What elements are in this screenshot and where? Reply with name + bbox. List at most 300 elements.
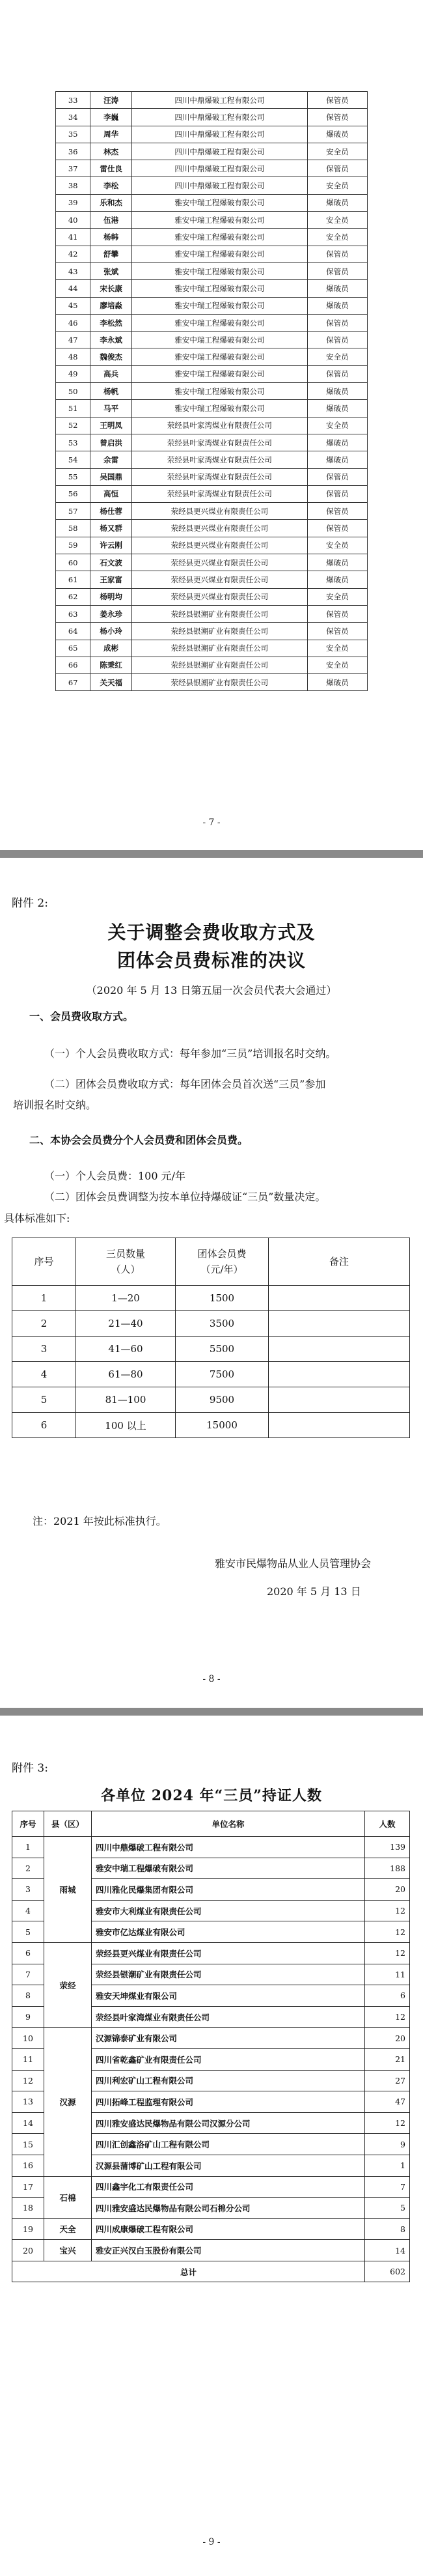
person-name: 王明凤 — [90, 417, 132, 434]
company-name: 荥经县更兴煤业有限责任公司 — [132, 571, 308, 588]
table-row — [56, 280, 368, 297]
row-number: 16 — [12, 2155, 44, 2176]
role: 爆破员 — [307, 280, 367, 297]
unit-name: 四川汇创鑫洛矿山工程有限公司 — [92, 2134, 365, 2155]
row-number: 11 — [12, 2048, 44, 2070]
region: 石棉 — [44, 2176, 92, 2218]
table-row — [56, 92, 368, 109]
table-row — [56, 109, 368, 126]
table-row — [56, 623, 368, 640]
company-name: 雅安中瑞工程爆破有限公司 — [132, 400, 308, 417]
table-cell: 5500 — [176, 1337, 269, 1362]
row-number: 51 — [56, 400, 90, 417]
table-row — [56, 262, 368, 279]
table-header-row — [12, 1238, 410, 1286]
row-number: 67 — [56, 674, 90, 691]
company-name: 四川中鼎爆破工程有限公司 — [132, 160, 308, 177]
column-header: 人数 — [365, 1811, 410, 1837]
unit-name: 雅安中瑞工程爆破有限公司 — [92, 1858, 365, 1879]
unit-name: 汉源锦泰矿业有限公司 — [92, 2028, 365, 2049]
role: 保管员 — [307, 262, 367, 279]
signature-org: 雅安市民爆物品从业人员管理协会 — [215, 1557, 372, 1570]
total-row — [12, 2261, 410, 2282]
column-header: 备注 — [269, 1238, 410, 1286]
person-name: 魏俊杰 — [90, 348, 132, 365]
company-name: 荥经县更兴煤业有限责任公司 — [132, 554, 308, 571]
unit-name: 四川拓峰工程监理有限公司 — [92, 2091, 365, 2113]
role: 安全员 — [307, 348, 367, 365]
role: 保管员 — [307, 605, 367, 622]
row-number: 63 — [56, 605, 90, 622]
row-number: 36 — [56, 143, 90, 160]
company-name: 荥经县叶家湾煤业有限责任公司 — [132, 451, 308, 468]
total-value: 602 — [365, 2261, 410, 2282]
company-name: 荥经县叶家湾煤业有限责任公司 — [132, 434, 308, 451]
row-number: 46 — [56, 314, 90, 331]
table-row — [12, 1387, 410, 1413]
row-number: 9 — [12, 2006, 44, 2028]
company-name: 荥经县更兴煤业有限责任公司 — [132, 537, 308, 554]
section-2-heading: 二、本协会会员费分个人会员费和团体会员费。 — [29, 1134, 249, 1146]
company-name: 荥经县银潮矿业有限责任公司 — [132, 640, 308, 657]
table-row — [12, 1942, 410, 1964]
table-row — [56, 417, 368, 434]
person-name: 杨明均 — [90, 588, 132, 605]
region: 荥经 — [44, 1942, 92, 2027]
company-name: 荥经县更兴煤业有限责任公司 — [132, 588, 308, 605]
table-row — [56, 520, 368, 537]
role: 安全员 — [307, 537, 367, 554]
role: 保管员 — [307, 160, 367, 177]
table-row — [56, 177, 368, 194]
row-number: 10 — [12, 2028, 44, 2049]
role: 安全员 — [307, 417, 367, 434]
company-name: 荥经县银潮矿业有限责任公司 — [132, 605, 308, 622]
region: 宝兴 — [44, 2240, 92, 2261]
row-number: 4 — [12, 1900, 44, 1921]
row-number: 5 — [12, 1921, 44, 1943]
table-row — [56, 468, 368, 485]
region: 天全 — [44, 2218, 92, 2240]
row-number: 14 — [12, 2112, 44, 2134]
person-name: 许云刚 — [90, 537, 132, 554]
role: 爆破员 — [307, 383, 367, 400]
staff-count: 6 — [365, 1985, 410, 2007]
row-number: 61 — [56, 571, 90, 588]
table-row — [56, 246, 368, 262]
row-number: 64 — [56, 623, 90, 640]
person-name: 吴国鼎 — [90, 468, 132, 485]
row-number: 41 — [56, 229, 90, 246]
person-name: 杨帆 — [90, 383, 132, 400]
table-row — [12, 1837, 410, 1858]
unit-name: 四川鑫宇化工有限责任公司 — [92, 2176, 365, 2198]
unit-name: 雅安天坤煤业有限公司 — [92, 1985, 365, 2007]
table-cell: 1—20 — [76, 1286, 176, 1311]
table-row — [56, 297, 368, 314]
role: 保管员 — [307, 92, 367, 109]
table-row — [56, 503, 368, 520]
role: 爆破员 — [307, 554, 367, 571]
staff-count: 139 — [365, 1837, 410, 1858]
role: 爆破员 — [307, 126, 367, 143]
company-name: 雅安中瑞工程爆破有限公司 — [132, 212, 308, 229]
table-row — [12, 2176, 410, 2198]
person-name: 高兵 — [90, 365, 132, 382]
row-number: 40 — [56, 212, 90, 229]
table-cell: 1 — [12, 1286, 76, 1311]
row-number: 58 — [56, 520, 90, 537]
staff-count: 12 — [365, 2112, 410, 2134]
row-number: 59 — [56, 537, 90, 554]
certified-staff-table — [12, 1811, 410, 2282]
table-row — [12, 1286, 410, 1311]
company-name: 荥经县叶家湾煤业有限责任公司 — [132, 417, 308, 434]
person-name: 成彬 — [90, 640, 132, 657]
person-name: 林杰 — [90, 143, 132, 160]
role: 爆破员 — [307, 571, 367, 588]
table-row — [56, 451, 368, 468]
row-number: 45 — [56, 297, 90, 314]
company-name: 四川中鼎爆破工程有限公司 — [132, 177, 308, 194]
table-row — [56, 400, 368, 417]
table-row — [56, 571, 368, 588]
attachment-label: 附件 2: — [12, 897, 48, 910]
unit-name: 荥经县更兴煤业有限责任公司 — [92, 1942, 365, 1964]
row-number: 50 — [56, 383, 90, 400]
table-row — [56, 229, 368, 246]
table-row — [12, 1362, 410, 1387]
table-cell: 5 — [12, 1387, 76, 1413]
table-cell — [269, 1362, 410, 1387]
unit-name: 荥经县叶家湾煤业有限责任公司 — [92, 2006, 365, 2028]
row-number: 62 — [56, 588, 90, 605]
person-name: 杨仕蓉 — [90, 503, 132, 520]
staff-count: 47 — [365, 2091, 410, 2113]
resolution-title-line2: 团体会员费标准的决议 — [116, 950, 306, 971]
company-name: 雅安中瑞工程爆破有限公司 — [132, 246, 308, 262]
staff-count: 5 — [365, 2198, 410, 2219]
person-name: 关天福 — [90, 674, 132, 691]
row-number: 13 — [12, 2091, 44, 2113]
table-row — [56, 434, 368, 451]
role: 保管员 — [307, 314, 367, 331]
staff-count: 7 — [365, 2176, 410, 2198]
unit-name: 四川雅化民爆集团有限公司 — [92, 1879, 365, 1901]
person-name: 廖培淼 — [90, 297, 132, 314]
row-number: 48 — [56, 348, 90, 365]
company-name: 雅安中瑞工程爆破有限公司 — [132, 194, 308, 211]
row-number: 47 — [56, 332, 90, 348]
table-header-row — [12, 1811, 410, 1837]
staff-count: 8 — [365, 2218, 410, 2240]
table-row — [56, 554, 368, 571]
table-row — [56, 126, 368, 143]
page-7 — [0, 0, 423, 850]
company-name: 雅安中瑞工程爆破有限公司 — [132, 229, 308, 246]
row-number: 57 — [56, 503, 90, 520]
company-name: 四川中鼎爆破工程有限公司 — [132, 143, 308, 160]
row-number: 66 — [56, 657, 90, 673]
person-name: 王家富 — [90, 571, 132, 588]
attachment-label: 附件 3: — [12, 1762, 48, 1775]
staff-count: 12 — [365, 1921, 410, 1943]
role: 保管员 — [307, 520, 367, 537]
role: 爆破员 — [307, 674, 367, 691]
row-number: 43 — [56, 262, 90, 279]
row-number: 37 — [56, 160, 90, 177]
column-header: 序号 — [12, 1238, 76, 1286]
unit-name: 四川利宏矿山工程有限公司 — [92, 2070, 365, 2091]
region: 汉源 — [44, 2028, 92, 2176]
staff-count: 20 — [365, 1879, 410, 1901]
person-name: 李永斌 — [90, 332, 132, 348]
company-name: 荥经县更兴煤业有限责任公司 — [132, 520, 308, 537]
table-row — [56, 674, 368, 691]
table-row — [56, 383, 368, 400]
table-row — [56, 485, 368, 502]
person-name: 张斌 — [90, 262, 132, 279]
row-number: 19 — [12, 2218, 44, 2240]
person-name: 李松然 — [90, 314, 132, 331]
table-cell: 15000 — [176, 1413, 269, 1438]
company-name: 雅安中瑞工程爆破有限公司 — [132, 314, 308, 331]
resolution-title-line1: 关于调整会费收取方式及 — [107, 922, 316, 943]
row-number: 53 — [56, 434, 90, 451]
table-cell: 61—80 — [76, 1362, 176, 1387]
table-cell: 1500 — [176, 1286, 269, 1311]
company-name: 荥经县银潮矿业有限责任公司 — [132, 623, 308, 640]
column-header: 单位名称 — [92, 1811, 365, 1837]
section-1-paragraph-2b: 培训报名时交纳。 — [13, 1099, 97, 1111]
fee-note: 注：2021 年按此标准执行。 — [33, 1515, 167, 1527]
table-row — [56, 194, 368, 211]
signature-date: 2020 年 5 月 13 日 — [267, 1585, 361, 1598]
row-number: 54 — [56, 451, 90, 468]
cert-table-title: 各单位 2024 年“三员”持证人数 — [101, 1787, 322, 1804]
row-number: 8 — [12, 1985, 44, 2007]
role: 保管员 — [307, 468, 367, 485]
column-header: 序号 — [12, 1811, 44, 1837]
table-cell: 2 — [12, 1311, 76, 1337]
person-name: 雷仕良 — [90, 160, 132, 177]
person-name: 杨又群 — [90, 520, 132, 537]
unit-name: 荥经县银潮矿业有限责任公司 — [92, 1964, 365, 1985]
role: 保管员 — [307, 365, 367, 382]
table-row — [56, 160, 368, 177]
section-1-heading: 一、会员费收取方式。 — [29, 1010, 134, 1023]
table-row — [12, 2218, 410, 2240]
section-2-paragraph-2: （二）团体会员费调整为按本单位持爆破证“三员”数量决定。 — [44, 1191, 326, 1203]
table-cell — [269, 1387, 410, 1413]
row-number: 52 — [56, 417, 90, 434]
company-name: 雅安中瑞工程爆破有限公司 — [132, 365, 308, 382]
role: 安全员 — [307, 229, 367, 246]
table-row — [56, 314, 368, 331]
table-cell: 9500 — [176, 1387, 269, 1413]
role: 爆破员 — [307, 400, 367, 417]
table-cell: 7500 — [176, 1362, 269, 1387]
person-name: 杨韩 — [90, 229, 132, 246]
table-cell: 100 以上 — [76, 1413, 176, 1438]
unit-name: 四川雅安盛达民爆物品有限公司汉源分公司 — [92, 2112, 365, 2134]
person-name: 石文波 — [90, 554, 132, 571]
person-name: 李巍 — [90, 109, 132, 126]
staff-count: 12 — [365, 2006, 410, 2028]
table-cell — [269, 1337, 410, 1362]
row-number: 2 — [12, 1858, 44, 1879]
fee-standard-table — [12, 1238, 410, 1438]
total-label: 总计 — [12, 2261, 365, 2282]
role: 爆破员 — [307, 194, 367, 211]
unit-name: 雅安市大利煤业有限责任公司 — [92, 1900, 365, 1921]
role: 爆破员 — [307, 297, 367, 314]
role: 保管员 — [307, 109, 367, 126]
row-number: 39 — [56, 194, 90, 211]
row-number: 18 — [12, 2198, 44, 2219]
table-row — [12, 1311, 410, 1337]
staff-count: 188 — [365, 1858, 410, 1879]
table-cell — [269, 1413, 410, 1438]
person-name: 李松 — [90, 177, 132, 194]
table-row — [56, 365, 368, 382]
staff-count: 20 — [365, 2028, 410, 2049]
row-number: 38 — [56, 177, 90, 194]
table-row — [56, 640, 368, 657]
table-cell: 41—60 — [76, 1337, 176, 1362]
table-cell: 81—100 — [76, 1387, 176, 1413]
staff-count: 12 — [365, 1942, 410, 1964]
role: 保管员 — [307, 246, 367, 262]
person-name: 宋长康 — [90, 280, 132, 297]
page-number: - 8 - — [202, 1674, 221, 1684]
role: 安全员 — [307, 640, 367, 657]
staff-count: 1 — [365, 2155, 410, 2176]
unit-name: 四川雅安盛达民爆物品有限公司石棉分公司 — [92, 2198, 365, 2219]
table-row — [56, 348, 368, 365]
role: 保管员 — [307, 485, 367, 502]
table-intro: 具体标准如下: — [4, 1212, 70, 1224]
person-name: 乐和杰 — [90, 194, 132, 211]
unit-name: 雅安市亿达煤业有限公司 — [92, 1921, 365, 1943]
table-cell: 3500 — [176, 1311, 269, 1337]
region: 雨城 — [44, 1837, 92, 1943]
staff-count: 21 — [365, 2048, 410, 2070]
table-row — [56, 657, 368, 673]
row-number: 34 — [56, 109, 90, 126]
table-row — [56, 143, 368, 160]
row-number: 33 — [56, 92, 90, 109]
table-cell: 21—40 — [76, 1311, 176, 1337]
row-number: 35 — [56, 126, 90, 143]
company-name: 四川中鼎爆破工程有限公司 — [132, 109, 308, 126]
table-row — [56, 332, 368, 348]
column-header: 团体会员费 （元/年） — [176, 1238, 269, 1286]
role: 保管员 — [307, 503, 367, 520]
staff-count: 12 — [365, 1900, 410, 1921]
staff-count: 9 — [365, 2134, 410, 2155]
row-number: 15 — [12, 2134, 44, 2155]
row-number: 60 — [56, 554, 90, 571]
role: 安全员 — [307, 212, 367, 229]
column-header: 县（区） — [44, 1811, 92, 1837]
person-name: 高恒 — [90, 485, 132, 502]
column-header: 三员数量 （人） — [76, 1238, 176, 1286]
company-name: 荥经县更兴煤业有限责任公司 — [132, 503, 308, 520]
staff-count: 11 — [365, 1964, 410, 1985]
role: 安全员 — [307, 657, 367, 673]
company-name: 雅安中瑞工程爆破有限公司 — [132, 297, 308, 314]
row-number: 65 — [56, 640, 90, 657]
company-name: 荥经县银潮矿业有限责任公司 — [132, 657, 308, 673]
section-2-paragraph-1: （一）个人会员费：100 元/年 — [44, 1170, 186, 1182]
company-name: 雅安中瑞工程爆破有限公司 — [132, 280, 308, 297]
unit-name: 汉源县蒲博矿山工程有限公司 — [92, 2155, 365, 2176]
table-row — [56, 605, 368, 622]
role: 安全员 — [307, 177, 367, 194]
role: 安全员 — [307, 143, 367, 160]
row-number: 44 — [56, 280, 90, 297]
table-row — [12, 1413, 410, 1438]
row-number: 42 — [56, 246, 90, 262]
person-name: 陈秉红 — [90, 657, 132, 673]
company-name: 雅安中瑞工程爆破有限公司 — [132, 348, 308, 365]
table-row — [56, 212, 368, 229]
person-name: 舒攀 — [90, 246, 132, 262]
table-cell: 4 — [12, 1362, 76, 1387]
person-name: 周华 — [90, 126, 132, 143]
company-name: 雅安中瑞工程爆破有限公司 — [132, 383, 308, 400]
company-name: 四川中鼎爆破工程有限公司 — [132, 126, 308, 143]
company-name: 四川中鼎爆破工程有限公司 — [132, 92, 308, 109]
resolution-subtitle: （2020 年 5 月 13 日第五届一次会员代表大会通过） — [86, 984, 337, 997]
table-row — [12, 2240, 410, 2261]
role: 爆破员 — [307, 451, 367, 468]
row-number: 12 — [12, 2070, 44, 2091]
row-number: 1 — [12, 1837, 44, 1858]
role: 保管员 — [307, 332, 367, 348]
unit-name: 四川省乾鑫矿业有限责任公司 — [92, 2048, 365, 2070]
section-1-paragraph-1: （一）个人会员费收取方式：每年参加“三员”培训报名时交纳。 — [44, 1047, 336, 1060]
page-number: - 9 - — [202, 2537, 221, 2547]
role: 保管员 — [307, 623, 367, 640]
row-number: 20 — [12, 2240, 44, 2261]
row-number: 55 — [56, 468, 90, 485]
row-number: 56 — [56, 485, 90, 502]
person-name: 汪涛 — [90, 92, 132, 109]
page-number: - 7 - — [202, 817, 221, 828]
staff-count: 27 — [365, 2070, 410, 2091]
row-number: 17 — [12, 2176, 44, 2198]
table-cell — [269, 1286, 410, 1311]
row-number: 49 — [56, 365, 90, 382]
company-name: 雅安中瑞工程爆破有限公司 — [132, 332, 308, 348]
company-name: 荥经县叶家湾煤业有限责任公司 — [132, 468, 308, 485]
unit-name: 四川中鼎爆破工程有限公司 — [92, 1837, 365, 1858]
table-row — [12, 2028, 410, 2049]
table-cell — [269, 1311, 410, 1337]
personnel-roster-table — [55, 91, 368, 691]
company-name: 荥经县银潮矿业有限责任公司 — [132, 674, 308, 691]
person-name: 伍港 — [90, 212, 132, 229]
company-name: 雅安中瑞工程爆破有限公司 — [132, 262, 308, 279]
role: 安全员 — [307, 588, 367, 605]
person-name: 马平 — [90, 400, 132, 417]
role: 爆破员 — [307, 434, 367, 451]
company-name: 荥经县叶家湾煤业有限责任公司 — [132, 485, 308, 502]
unit-name: 四川成康爆破工程有限公司 — [92, 2218, 365, 2240]
table-cell: 3 — [12, 1337, 76, 1362]
